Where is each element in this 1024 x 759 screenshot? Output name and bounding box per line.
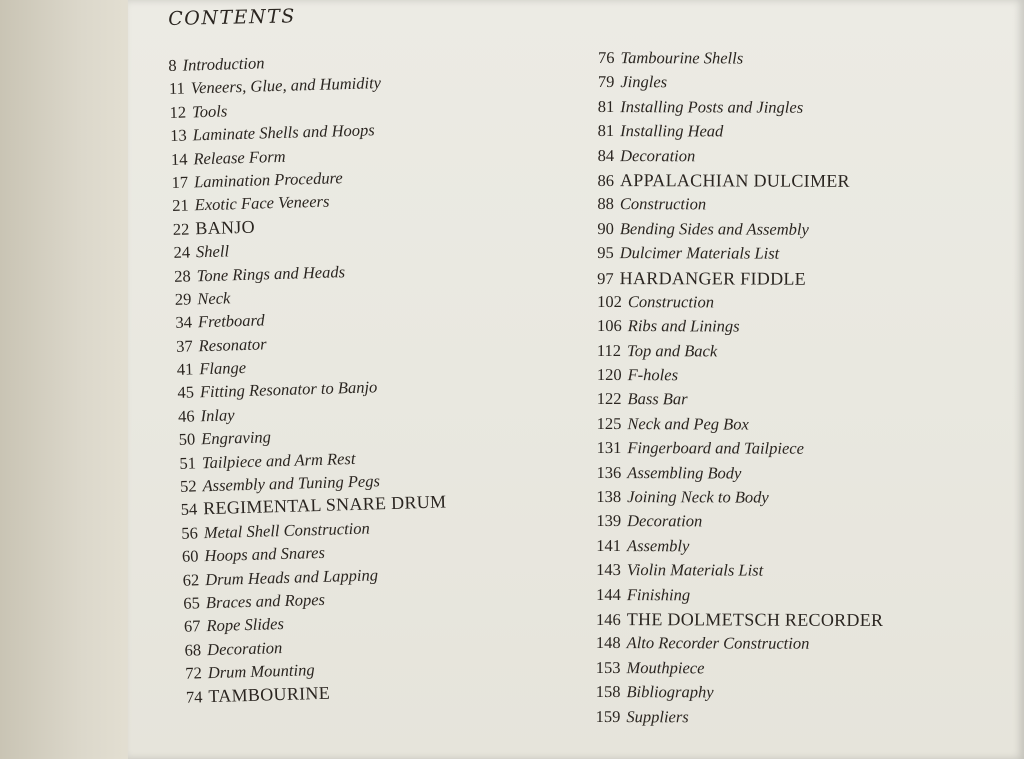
toc-entry	[597, 241, 884, 266]
toc-entry-title: Flange	[199, 358, 247, 379]
toc-page-number: 54	[180, 499, 198, 520]
toc-entry-title: Finishing	[626, 584, 691, 604]
toc-entry	[598, 95, 885, 120]
toc-entry-title: THE DOLMETSCH RECORDER	[626, 609, 884, 630]
toc-page-number: 95	[597, 243, 614, 263]
toc-entry-title: Tambourine Shells	[620, 48, 744, 68]
toc-entry	[597, 192, 884, 217]
toc-page-number: 67	[183, 616, 201, 637]
toc-page-number: 21	[171, 195, 189, 216]
toc-entry	[596, 680, 883, 705]
toc-page-number: 146	[595, 609, 621, 630]
toc-entry-title: Laminate Shells and Hoops	[192, 120, 375, 145]
toc-section-entry	[596, 607, 883, 632]
toc-entry	[596, 534, 883, 559]
toc-entry	[598, 70, 885, 95]
toc-page-number: 60	[181, 546, 199, 567]
toc-page-number: 65	[183, 593, 201, 613]
toc-left-column	[168, 47, 452, 709]
toc-entry-title: Inlay	[200, 405, 235, 426]
toc-entry-title: Exotic Face Veneers	[194, 191, 330, 215]
toc-entry	[596, 656, 883, 681]
toc-page-number: 153	[595, 657, 621, 677]
toc-entry-title: Decoration	[620, 145, 696, 165]
toc-entry-title: Fingerboard and Tailpiece	[627, 438, 804, 458]
toc-page-number: 68	[184, 640, 202, 660]
toc-page-number: 41	[176, 359, 194, 379]
toc-page-number: 88	[597, 194, 614, 214]
toc-entry-title: Suppliers	[626, 706, 689, 726]
toc-page-number: 29	[174, 289, 192, 309]
toc-page-number: 52	[179, 476, 197, 496]
contents-heading: CONTENTS	[168, 5, 297, 30]
toc-page-number: 125	[596, 413, 622, 433]
toc-page-number: 120	[596, 365, 622, 385]
toc-entry-title: Neck	[197, 288, 231, 309]
toc-entry-title: Release Form	[193, 146, 286, 168]
toc-entry-title: Fitting Resonator to Banjo	[199, 377, 378, 402]
toc-entry-title: Lamination Procedure	[193, 168, 343, 192]
toc-page-number: 138	[596, 487, 622, 507]
toc-page-number: 13	[170, 125, 188, 146]
toc-entry	[596, 705, 883, 730]
toc-entry-title: Jingles	[620, 72, 668, 92]
toc-entry-title: Top and Back	[627, 340, 718, 361]
toc-entry-title: Fretboard	[197, 310, 265, 332]
facing-page-edge	[0, 0, 138, 759]
toc-entry-title: Drum Heads and Lapping	[204, 564, 379, 589]
toc-entry	[597, 314, 884, 339]
toc-page-number: 51	[179, 453, 197, 473]
toc-page-number: 148	[595, 633, 621, 653]
toc-page-number: 11	[168, 78, 186, 99]
toc-entry-title: Bibliography	[626, 682, 714, 702]
toc-entry-title: Mouthpiece	[626, 657, 705, 678]
toc-page-number: 74	[185, 686, 203, 707]
toc-entry-title: Bending Sides and Assembly	[619, 218, 809, 239]
toc-entry-title: BANJO	[195, 216, 256, 239]
toc-entry-title: HARDANGER FIDDLE	[619, 267, 807, 289]
toc-entry-title: Alto Recorder Construction	[626, 633, 810, 654]
toc-entry-title: Construction	[619, 194, 707, 214]
toc-entry-title: Installing Posts and Jingles	[620, 96, 804, 117]
toc-entry-title: Drum Mounting	[207, 660, 315, 683]
toc-entry-title: REGIMENTAL SNARE DRUM	[202, 491, 447, 519]
toc-entry-title: Tone Rings and Heads	[196, 261, 346, 285]
toc-section-entry	[597, 266, 884, 291]
toc-entry-title: Veneers, Glue, and Humidity	[190, 73, 382, 98]
toc-entry-title: TAMBOURINE	[208, 682, 331, 706]
toc-page-number: 81	[597, 96, 615, 116]
toc-page-number: 136	[596, 462, 622, 482]
toc-entry	[596, 583, 883, 608]
toc-page-number: 45	[177, 382, 195, 403]
toc-entry-title: Assembly	[626, 535, 690, 556]
toc-entry	[597, 339, 884, 364]
toc-entry	[597, 363, 884, 388]
toc-entry-title: F-holes	[627, 365, 679, 385]
toc-entry	[596, 509, 883, 534]
toc-entry-title: Resonator	[198, 334, 267, 355]
toc-page-number: 28	[173, 265, 191, 286]
toc-page-number: 159	[595, 706, 621, 726]
toc-entry	[596, 558, 883, 583]
toc-entry	[597, 217, 884, 242]
toc-entry	[597, 387, 884, 412]
toc-entry-title: APPALACHIAN DULCIMER	[619, 170, 850, 191]
toc-entry-title: Rope Slides	[206, 614, 285, 636]
toc-page-number: 46	[177, 406, 195, 426]
toc-entry	[596, 631, 883, 656]
toc-entry	[597, 290, 884, 315]
toc-entry	[597, 412, 884, 437]
toc-entry	[596, 461, 883, 486]
toc-right-column	[596, 46, 886, 730]
toc-page-number: 158	[595, 682, 621, 702]
toc-entry-title: Hoops and Snares	[204, 543, 326, 566]
toc-entry-title: Bass Bar	[627, 389, 688, 409]
toc-entry-title: Assembling Body	[627, 462, 742, 483]
toc-entry-title: Violin Materials List	[626, 560, 764, 580]
toc-page-number: 62	[182, 569, 200, 590]
toc-page-number: 72	[185, 663, 203, 683]
toc-entry-title: Ribs and Linings	[627, 316, 740, 336]
toc-page-number: 24	[173, 242, 191, 263]
toc-page-number: 56	[181, 523, 199, 543]
toc-section-entry	[597, 168, 884, 193]
toc-page-number: 106	[596, 316, 622, 336]
toc-entry	[598, 46, 885, 71]
toc-page-number: 139	[596, 511, 622, 531]
toc-page-number: 22	[172, 219, 190, 239]
toc-page-number: 12	[169, 102, 187, 122]
toc-page-number: 112	[596, 340, 622, 360]
toc-page-number: 141	[596, 535, 622, 555]
toc-entry	[596, 485, 883, 510]
toc-page-number: 14	[170, 149, 188, 169]
toc-entry-title: Installing Head	[620, 121, 724, 141]
toc-page-number: 81	[597, 121, 615, 141]
toc-entry-title: Braces and Ropes	[205, 589, 326, 613]
toc-entry-title: Introduction	[182, 53, 265, 75]
toc-page-number: 144	[596, 584, 621, 604]
toc-entry-title: Assembly and Tuning Pegs	[202, 471, 381, 496]
toc-entry-title: Dulcimer Materials List	[619, 243, 780, 263]
toc-entry-title: Shell	[195, 241, 230, 262]
toc-entry-title: Engraving	[200, 427, 272, 449]
toc-entry-title: Tailpiece and Arm Rest	[201, 448, 356, 472]
toc-page-number: 143	[596, 560, 621, 580]
toc-entry-title: Tools	[191, 101, 228, 122]
toc-page-number: 37	[175, 336, 193, 356]
toc-page-number: 84	[597, 145, 615, 165]
toc-entry-title: Construction	[627, 292, 715, 312]
toc-page-number: 50	[178, 429, 196, 450]
toc-page-number: 8	[168, 55, 177, 75]
toc-page-number: 76	[597, 47, 615, 68]
toc-entry-title: Joining Neck to Body	[627, 487, 769, 507]
toc-page-number: 102	[597, 291, 622, 311]
toc-page-number: 86	[597, 170, 615, 191]
toc-page-number: 79	[597, 72, 615, 92]
toc-entry	[597, 436, 884, 461]
toc-page-number: 122	[596, 389, 622, 409]
toc-entry-title: Decoration	[627, 511, 703, 531]
toc-entry-title: Decoration	[206, 637, 283, 659]
toc-entry	[598, 144, 885, 169]
toc-page-number: 90	[597, 218, 614, 238]
toc-page-number: 97	[597, 268, 614, 288]
toc-entry	[598, 119, 885, 144]
toc-entry-title: Metal Shell Construction	[203, 518, 370, 542]
toc-entry-title: Neck and Peg Box	[627, 413, 749, 434]
toc-page-number: 17	[171, 172, 189, 192]
toc-page-number: 131	[596, 438, 622, 458]
toc-page-number: 34	[175, 312, 193, 333]
